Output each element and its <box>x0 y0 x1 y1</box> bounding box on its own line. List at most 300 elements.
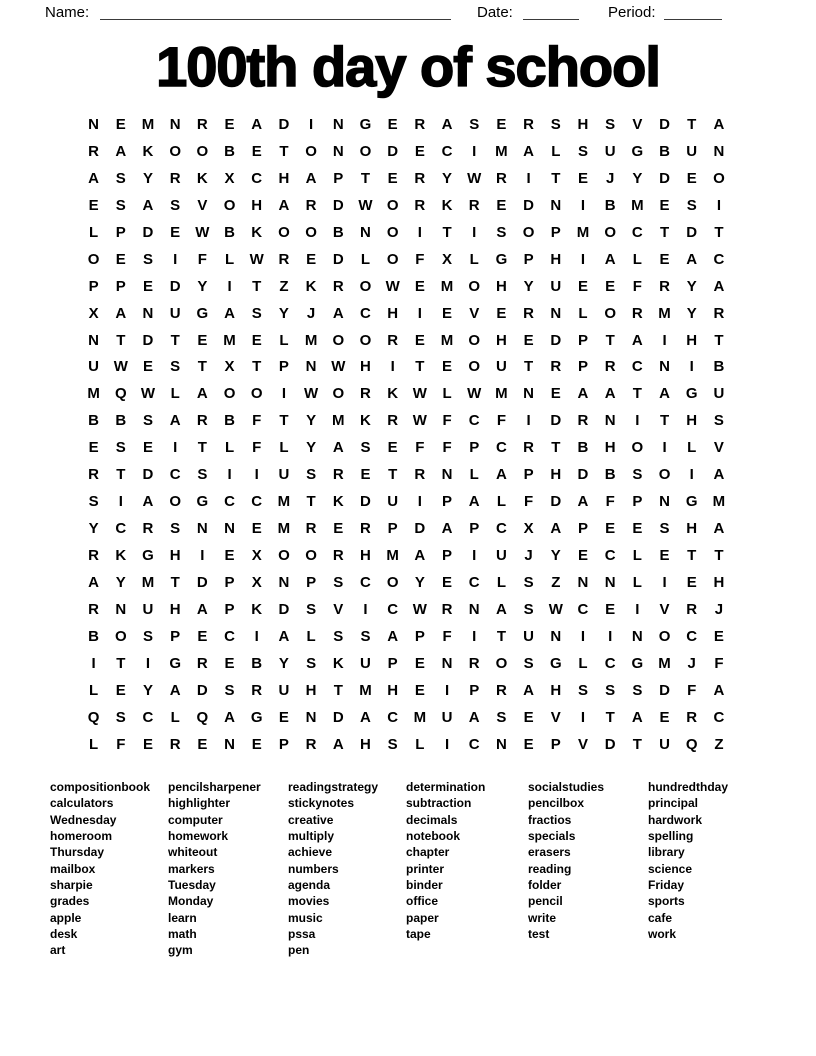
grid-letter: O <box>223 196 236 214</box>
word-bank-word: chapter <box>406 845 450 860</box>
word-bank-word: Wednesday <box>50 812 117 827</box>
grid-letter: L <box>89 735 99 753</box>
word-bank-word: hardwork <box>648 812 703 827</box>
grid-letter: E <box>632 520 643 538</box>
grid-letter: D <box>142 466 154 484</box>
grid-letter: U <box>278 466 290 484</box>
grid-row <box>80 570 733 597</box>
grid-letter: G <box>169 654 181 672</box>
grid-letter: D <box>686 223 698 241</box>
grid-letter: U <box>495 547 507 564</box>
name-blank-line <box>100 4 451 20</box>
grid-letter: A <box>224 304 235 322</box>
grid-letter: E <box>659 708 670 726</box>
grid-letter: P <box>170 627 181 645</box>
word-bank-word: desk <box>50 927 78 942</box>
grid-letter: P <box>442 493 453 511</box>
grid-letter: N <box>550 196 562 214</box>
grid-letter: S <box>632 681 643 699</box>
grid-letter: R <box>278 250 290 268</box>
grid-letter: H <box>577 116 589 133</box>
grid-letter: S <box>523 573 534 591</box>
grid-letter: Y <box>632 169 643 187</box>
grid-letter: C <box>360 573 371 591</box>
grid-letter: E <box>197 627 208 645</box>
grid-letter: E <box>659 547 670 564</box>
grid-letter: B <box>713 358 725 376</box>
grid-letter: K <box>196 169 208 187</box>
grid-letter: N <box>577 573 589 591</box>
grid-letter: F <box>415 439 425 457</box>
grid-letter: G <box>250 708 263 726</box>
word-bank-word: fractios <box>528 812 572 827</box>
grid-letter: V <box>659 600 670 618</box>
grid-row <box>80 193 733 220</box>
grid-letter: U <box>387 493 399 511</box>
grid-letter: D <box>196 681 208 699</box>
grid-letter: V <box>713 439 724 457</box>
grid-letter: A <box>278 627 290 645</box>
grid-letter: O <box>604 304 616 322</box>
grid-letter: I <box>526 412 531 430</box>
grid-letter: T <box>197 358 207 376</box>
grid-letter: S <box>115 196 126 214</box>
grid-letter: N <box>550 304 562 322</box>
grid-letter: V <box>577 735 588 753</box>
grid-letter: N <box>441 654 453 672</box>
grid-letter: I <box>173 250 178 268</box>
grid-letter: A <box>523 142 535 160</box>
grid-letter: R <box>88 547 100 564</box>
grid-letter: G <box>631 654 644 672</box>
grid-letter: K <box>305 277 317 295</box>
grid-letter: D <box>577 466 589 484</box>
word-bank-word: homework <box>168 829 229 844</box>
grid-letter: A <box>713 116 725 133</box>
grid-row <box>80 678 733 705</box>
grid-letter: X <box>251 573 262 591</box>
grid-letter: S <box>577 142 588 160</box>
word-bank-word: gym <box>168 943 193 958</box>
grid-letter: O <box>386 573 399 591</box>
grid-letter: K <box>441 196 453 214</box>
grid-letter: P <box>115 277 126 295</box>
grid-letter: I <box>635 600 640 618</box>
word-bank-word: art <box>50 943 66 958</box>
grid-letter: C <box>686 627 698 645</box>
grid-letter: B <box>88 627 100 645</box>
grid-letter: M <box>359 681 372 699</box>
worksheet-header <box>0 0 816 30</box>
grid-letter: H <box>550 681 562 699</box>
grid-letter: H <box>686 412 698 430</box>
grid-letter: B <box>659 142 670 160</box>
grid-letter: C <box>631 223 643 241</box>
grid-letter: A <box>550 520 562 538</box>
grid-letter: J <box>605 169 615 187</box>
grid-letter: M <box>277 493 291 511</box>
grid-letter: M <box>631 196 644 214</box>
grid-letter: W <box>385 277 400 295</box>
grid-letter: P <box>333 169 344 187</box>
grid-row <box>80 597 733 624</box>
grid-letter: Z <box>714 735 724 753</box>
grid-letter: Y <box>197 277 208 295</box>
grid-letter: K <box>332 493 344 511</box>
grid-letter: D <box>196 573 208 591</box>
grid-letter: J <box>687 654 696 672</box>
grid-letter: I <box>580 250 586 268</box>
grid-letter: N <box>224 735 235 753</box>
grid-letter: R <box>414 466 426 484</box>
grid-letter: M <box>495 142 508 160</box>
grid-letter: O <box>604 223 616 241</box>
grid-letter: D <box>604 735 616 753</box>
grid-letter: E <box>550 385 561 403</box>
grid-letter: R <box>305 520 317 538</box>
grid-letter: A <box>224 708 235 726</box>
grid-letter: D <box>414 520 426 538</box>
grid-letter: E <box>224 654 235 672</box>
grid-letter: U <box>604 142 616 160</box>
grid-letter: S <box>632 466 643 484</box>
grid-letter: M <box>440 331 454 349</box>
word-bank-word: stickynotes <box>288 796 355 811</box>
grid-letter: H <box>360 547 371 564</box>
grid-letter: E <box>251 735 262 753</box>
grid-letter: D <box>550 493 562 511</box>
grid-letter: M <box>576 223 590 241</box>
grid-row <box>80 651 733 678</box>
grid-letter: A <box>142 196 154 214</box>
grid-letter: M <box>386 547 399 564</box>
grid-letter: J <box>306 304 316 322</box>
grid-letter: T <box>632 385 642 403</box>
word-bank-word: work <box>648 927 677 942</box>
grid-letter: E <box>387 439 398 457</box>
grid-letter: V <box>469 304 480 322</box>
grid-letter: A <box>441 116 453 133</box>
grid-letter: D <box>332 196 344 214</box>
grid-letter: F <box>197 250 207 268</box>
grid-letter: A <box>495 600 507 618</box>
word-bank-word: learn <box>168 910 197 925</box>
grid-letter: P <box>442 547 453 564</box>
grid-letter: N <box>495 735 507 753</box>
word-bank-word: compositionbook <box>50 780 150 794</box>
grid-letter: T <box>252 358 262 376</box>
grid-letter: W <box>467 169 482 187</box>
grid-letter: S <box>170 520 181 538</box>
word-bank-column <box>288 779 406 959</box>
grid-letter: O <box>359 142 372 160</box>
grid-letter: N <box>115 600 127 618</box>
grid-letter: Y <box>550 547 561 564</box>
grid-letter: H <box>360 358 371 376</box>
word-bank-word: pencilsharpener <box>168 780 261 794</box>
grid-letter: L <box>306 627 316 645</box>
grid-letter: F <box>714 654 724 672</box>
grid-letter: E <box>224 547 235 564</box>
grid-letter: C <box>224 493 235 511</box>
grid-letter: L <box>469 250 479 268</box>
grid-letter: N <box>224 520 235 538</box>
grid-letter: D <box>332 708 344 726</box>
grid-letter: R <box>686 600 698 618</box>
grid-letter: G <box>685 493 698 511</box>
grid-letter: R <box>305 735 317 753</box>
grid-letter: G <box>495 250 508 268</box>
grid-letter: A <box>88 169 100 187</box>
grid-letter: L <box>89 681 99 699</box>
period-blank-line <box>664 4 722 20</box>
word-bank-word: principal <box>648 796 699 811</box>
grid-letter: Y <box>442 169 453 187</box>
grid-letter: A <box>713 520 725 538</box>
grid-letter: O <box>386 250 399 268</box>
grid-letter: B <box>604 466 616 484</box>
grid-letter: P <box>224 600 235 618</box>
grid-letter: E <box>577 547 588 564</box>
grid-letter: A <box>713 277 725 295</box>
grid-letter: M <box>141 573 155 591</box>
grid-letter: W <box>113 358 128 376</box>
word-bank-word: multiply <box>288 829 335 844</box>
grid-letter: I <box>689 466 694 484</box>
grid-letter: R <box>523 116 535 133</box>
grid-letter: I <box>635 412 640 430</box>
grid-letter: O <box>196 142 209 160</box>
grid-letter: F <box>442 627 452 645</box>
grid-letter: R <box>169 735 181 753</box>
grid-letter: E <box>414 142 425 160</box>
grid-letter: I <box>417 493 422 511</box>
grid-letter: O <box>522 223 535 241</box>
grid-letter: R <box>523 304 535 322</box>
grid-letter: N <box>441 466 453 484</box>
grid-letter: S <box>197 466 208 484</box>
grid-letter: A <box>278 196 290 214</box>
grid-letter: R <box>523 439 535 457</box>
grid-letter: E <box>224 116 235 133</box>
grid-letter: I <box>145 654 151 672</box>
grid-letter: M <box>87 385 100 403</box>
grid-letter: O <box>332 385 345 403</box>
word-bank-word: science <box>648 861 693 876</box>
grid-letter: P <box>523 466 534 484</box>
grid-letter: A <box>577 493 589 511</box>
word-bank-word: calculators <box>50 796 114 811</box>
grid-letter: E <box>197 735 208 753</box>
grid-letter: E <box>278 708 289 726</box>
grid-letter: U <box>88 358 100 376</box>
grid-letter: P <box>577 358 588 376</box>
grid-letter: O <box>305 547 317 564</box>
grid-letter: R <box>414 196 426 214</box>
grid-letter: Y <box>278 654 289 672</box>
grid-letter: W <box>331 358 346 376</box>
grid-letter: S <box>387 735 398 753</box>
grid-letter: S <box>577 681 588 699</box>
grid-letter: D <box>659 681 670 699</box>
grid-letter: K <box>142 142 154 160</box>
grid-letter: F <box>687 681 697 699</box>
grid-letter: N <box>468 600 480 618</box>
grid-letter: O <box>359 277 372 295</box>
grid-letter: B <box>332 223 344 241</box>
grid-letter: L <box>551 142 561 160</box>
word-bank-word: sports <box>648 894 685 909</box>
grid-letter: L <box>224 250 235 268</box>
grid-letter: T <box>632 735 642 753</box>
grid-letter: H <box>495 277 507 295</box>
grid-letter: O <box>278 223 290 241</box>
grid-row <box>80 354 733 381</box>
grid-letter: H <box>495 331 507 349</box>
word-bank-word: office <box>406 894 439 909</box>
grid-letter: Y <box>88 520 99 538</box>
grid-letter: R <box>468 196 480 214</box>
word-bank-word: folder <box>528 878 562 893</box>
grid-letter: C <box>495 520 507 538</box>
grid-letter: E <box>115 250 126 268</box>
grid-letter: D <box>169 277 181 295</box>
grid-letter: C <box>251 169 263 187</box>
word-bank-word: mailbox <box>50 861 96 876</box>
grid-letter: Z <box>551 573 561 591</box>
grid-letter: C <box>468 735 480 753</box>
grid-letter: V <box>197 196 208 214</box>
word-bank-column <box>50 779 168 959</box>
grid-letter: I <box>91 654 96 672</box>
grid-letter: O <box>169 493 181 511</box>
word-bank-word: decimals <box>406 812 458 827</box>
grid-letter: P <box>577 520 588 538</box>
grid-letter: E <box>197 331 208 349</box>
grid-letter: C <box>604 654 616 672</box>
grid-letter: E <box>577 169 588 187</box>
word-bank-word: socialstudies <box>528 780 605 794</box>
grid-letter: T <box>170 573 180 591</box>
grid-row <box>80 166 733 193</box>
grid-row <box>80 328 733 355</box>
grid-letter: P <box>224 573 235 591</box>
grid-letter: I <box>526 169 531 187</box>
grid-letter: F <box>524 493 534 511</box>
grid-letter: A <box>631 708 643 726</box>
grid-letter: R <box>305 196 317 214</box>
grid-letter: F <box>605 493 615 511</box>
grid-letter: I <box>689 358 694 376</box>
grid-letter: V <box>333 600 344 618</box>
grid-letter: S <box>224 681 235 699</box>
grid-letter: Y <box>686 304 697 322</box>
word-bank-word: pencil <box>528 894 563 909</box>
word-bank-word: library <box>648 845 685 860</box>
grid-letter: R <box>495 169 507 187</box>
grid-letter: E <box>659 250 670 268</box>
grid-letter: B <box>251 654 263 672</box>
word-bank-word: math <box>168 927 197 942</box>
grid-letter: N <box>278 573 290 591</box>
grid-letter: P <box>387 654 398 672</box>
grid-letter: O <box>713 169 725 187</box>
grid-letter: X <box>224 358 235 376</box>
grid-letter: H <box>604 439 616 457</box>
word-bank-word: agenda <box>288 878 331 893</box>
grid-letter: T <box>116 331 126 349</box>
word-bank-word: notebook <box>406 829 460 844</box>
grid-letter: R <box>332 277 344 295</box>
grid-letter: C <box>224 627 235 645</box>
word-bank-word: pssa <box>288 927 316 942</box>
grid-letter: H <box>278 169 290 187</box>
grid-letter: N <box>631 627 643 645</box>
grid-row <box>80 516 733 543</box>
grid-letter: N <box>604 573 616 591</box>
grid-letter: N <box>659 493 670 511</box>
word-bank-word: erasers <box>528 845 571 860</box>
grid-letter: P <box>469 520 480 538</box>
grid-letter: D <box>142 223 154 241</box>
word-bank-column <box>406 779 528 959</box>
grid-letter: S <box>306 654 317 672</box>
grid-letter: D <box>278 116 290 133</box>
grid-letter: E <box>360 466 371 484</box>
grid-letter: G <box>549 654 562 672</box>
grid-letter: J <box>714 600 724 618</box>
grid-letter: A <box>604 385 616 403</box>
grid-letter: Y <box>306 412 317 430</box>
grid-letter: I <box>118 493 123 511</box>
grid-letter: S <box>115 708 126 726</box>
letter-grid <box>80 112 733 759</box>
grid-letter: T <box>170 331 180 349</box>
grid-letter: S <box>523 600 534 618</box>
grid-letter: N <box>169 116 181 133</box>
grid-letter: F <box>632 277 642 295</box>
grid-letter: E <box>713 627 724 645</box>
grid-letter: P <box>88 277 99 295</box>
grid-letter: U <box>550 277 562 295</box>
grid-letter: A <box>115 142 127 160</box>
grid-letter: E <box>142 277 153 295</box>
grid-letter: R <box>387 331 399 349</box>
grid-letter: D <box>659 169 670 187</box>
grid-letter: X <box>442 250 453 268</box>
grid-letter: E <box>251 520 262 538</box>
word-bank-word: markers <box>168 861 215 876</box>
grid-letter: B <box>577 439 589 457</box>
grid-letter: I <box>662 573 667 591</box>
word-bank-word: readingstrategy <box>288 780 379 794</box>
grid-letter: I <box>254 466 259 484</box>
grid-letter: A <box>495 466 507 484</box>
grid-letter: X <box>523 520 534 538</box>
grid-letter: F <box>442 439 452 457</box>
grid-letter: E <box>88 439 99 457</box>
grid-letter: R <box>414 169 426 187</box>
word-bank-word: Friday <box>648 878 685 893</box>
date-label: Date: <box>477 4 513 21</box>
word-bank-word: hundredthday <box>648 780 728 794</box>
grid-letter: D <box>550 412 562 430</box>
grid-letter: L <box>279 439 289 457</box>
grid-letter: U <box>441 708 453 726</box>
grid-letter: O <box>305 142 317 160</box>
grid-letter: L <box>170 385 180 403</box>
grid-letter: S <box>360 439 371 457</box>
